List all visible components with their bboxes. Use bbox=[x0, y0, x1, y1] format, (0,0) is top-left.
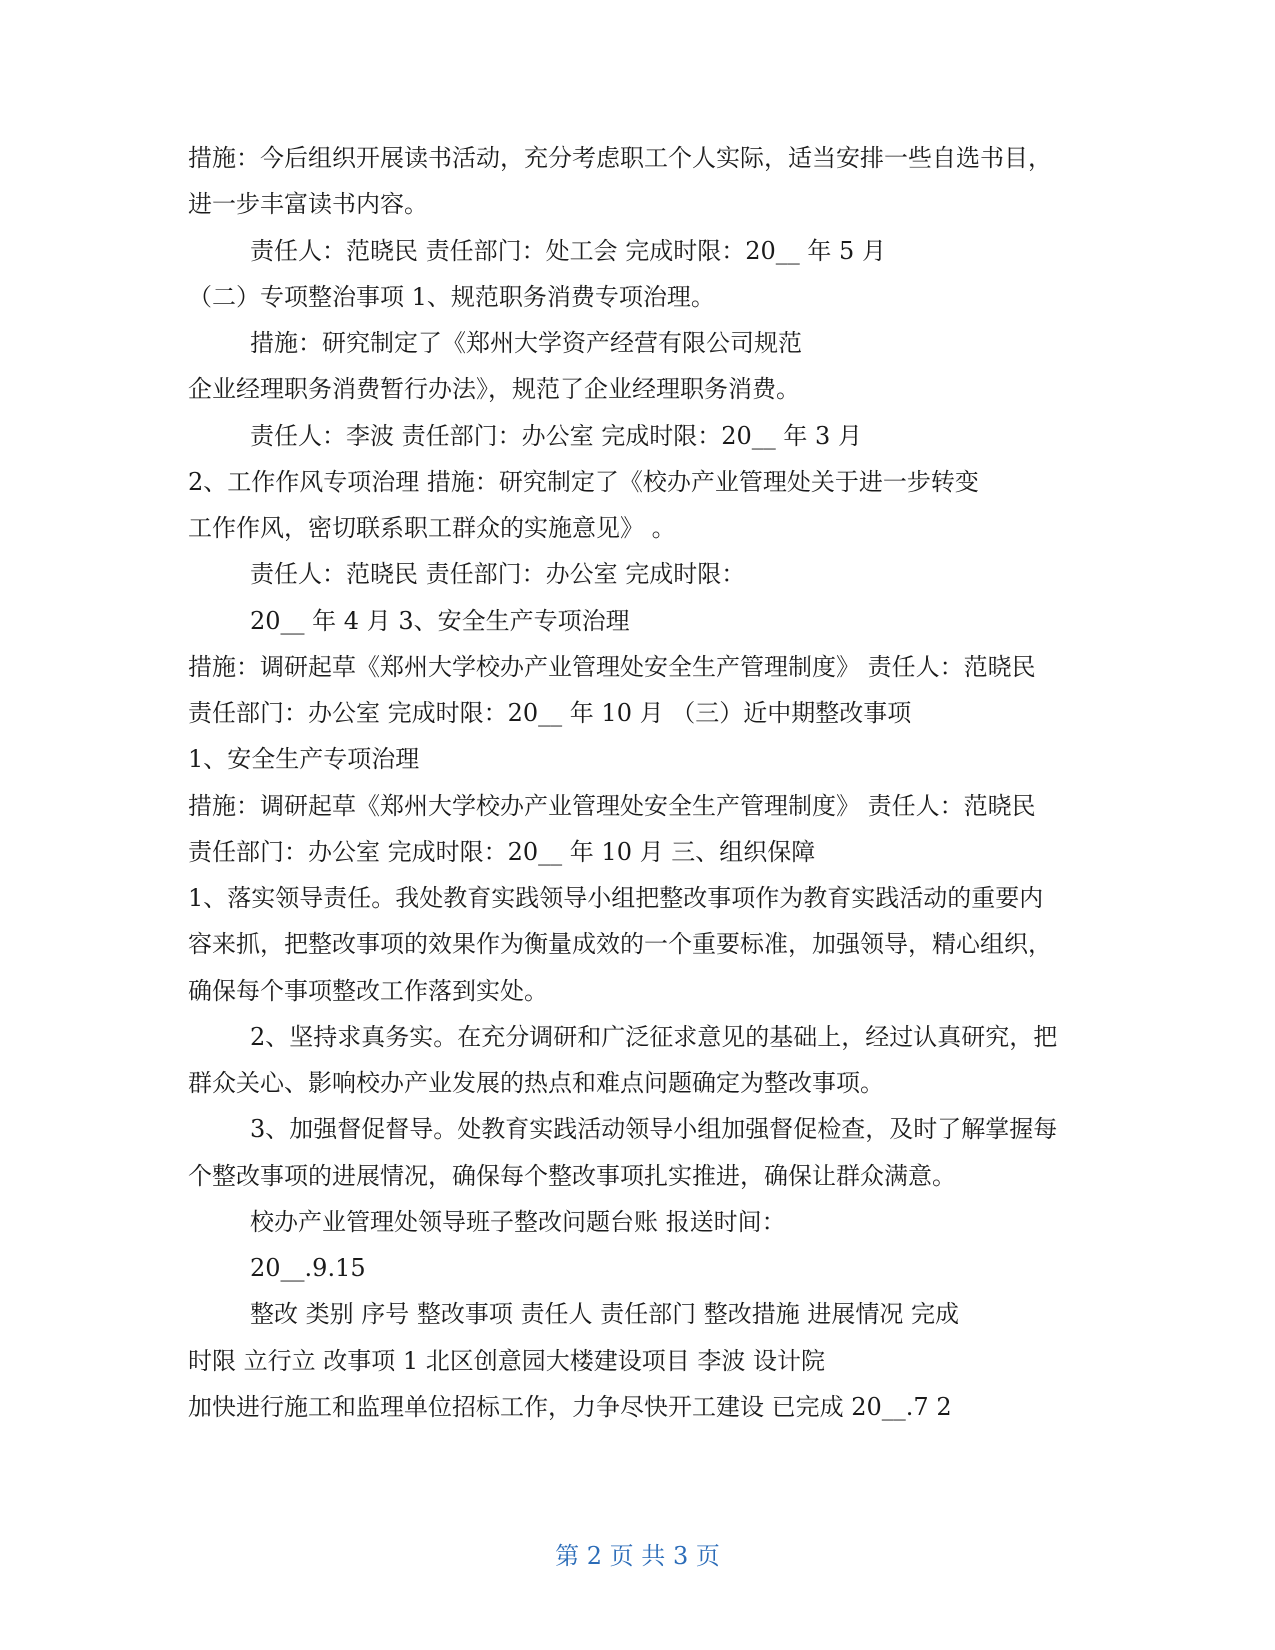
body-line: 企业经理职务消费暂行办法》，规范了企业经理职务消费。 bbox=[188, 375, 800, 403]
body-line: 措施：今后组织开展读书活动，充分考虑职工个人实际，适当安排一些自选书目， bbox=[188, 144, 1052, 172]
body-line: 3、加强督促督导。处教育实践活动领导小组加强督促检查，及时了解掌握每 bbox=[250, 1115, 1058, 1143]
body-line: 个整改事项的进展情况，确保每个整改事项扎实推进，确保让群众满意。 bbox=[188, 1162, 956, 1190]
body-line: 进一步丰富读书内容。 bbox=[188, 190, 428, 218]
table-row-line: 时限 立行立 改事项 1 北区创意园大楼建设项目 李波 设计院 bbox=[188, 1347, 826, 1375]
report-date: 20__.9.15 bbox=[250, 1254, 366, 1282]
page-number: 第 2 页 共 3 页 bbox=[555, 1542, 720, 1570]
body-line: 措施：调研起草《郑州大学校办产业管理处安全生产管理制度》 责任人：范晓民 bbox=[188, 792, 1036, 820]
table-title: 校办产业管理处领导班子整改问题台账 报送时间： bbox=[250, 1208, 786, 1236]
body-line: 20__ 年 4 月 3、安全生产专项治理 bbox=[250, 607, 630, 635]
table-header-line: 整改 类别 序号 整改事项 责任人 责任部门 整改措施 进展情况 完成 bbox=[250, 1300, 960, 1328]
body-line: 工作作风，密切联系职工群众的实施意见》 。 bbox=[188, 514, 676, 542]
body-line: 责任人：李波 责任部门：办公室 完成时限：20__ 年 3 月 bbox=[250, 422, 862, 450]
section-heading: （二）专项整治事项 1、规范职务消费专项治理。 bbox=[188, 283, 715, 311]
body-line: 措施：研究制定了《郑州大学资产经营有限公司规范 bbox=[250, 329, 802, 357]
body-line: 1、落实领导责任。我处教育实践领导小组把整改事项作为教育实践活动的重要内 bbox=[188, 884, 1044, 912]
body-line: 2、坚持求真务实。在充分调研和广泛征求意见的基础上，经过认真研究，把 bbox=[250, 1023, 1058, 1051]
body-line: 责任部门：办公室 完成时限：20__ 年 10 月 三、组织保障 bbox=[188, 838, 816, 866]
body-line: 责任人：范晓民 责任部门：处工会 完成时限：20__ 年 5 月 bbox=[250, 237, 886, 265]
body-line: 群众关心、影响校办产业发展的热点和难点问题确定为整改事项。 bbox=[188, 1069, 884, 1097]
body-line: 责任部门：办公室 完成时限：20__ 年 10 月 （三）近中期整改事项 bbox=[188, 699, 912, 727]
body-line: 责任人：范晓民 责任部门：办公室 完成时限： bbox=[250, 560, 746, 588]
body-line: 2、工作作风专项治理 措施：研究制定了《校办产业管理处关于进一步转变 bbox=[188, 468, 979, 496]
body-line: 1、安全生产专项治理 bbox=[188, 745, 420, 773]
body-line: 措施：调研起草《郑州大学校办产业管理处安全生产管理制度》 责任人：范晓民 bbox=[188, 653, 1036, 681]
table-row-line: 加快进行施工和监理单位招标工作，力争尽快开工建设 已完成 20__.7 2 bbox=[188, 1393, 952, 1421]
body-line: 容来抓，把整改事项的效果作为衡量成效的一个重要标准，加强领导，精心组织， bbox=[188, 930, 1052, 958]
body-line: 确保每个事项整改工作落到实处。 bbox=[188, 977, 548, 1005]
